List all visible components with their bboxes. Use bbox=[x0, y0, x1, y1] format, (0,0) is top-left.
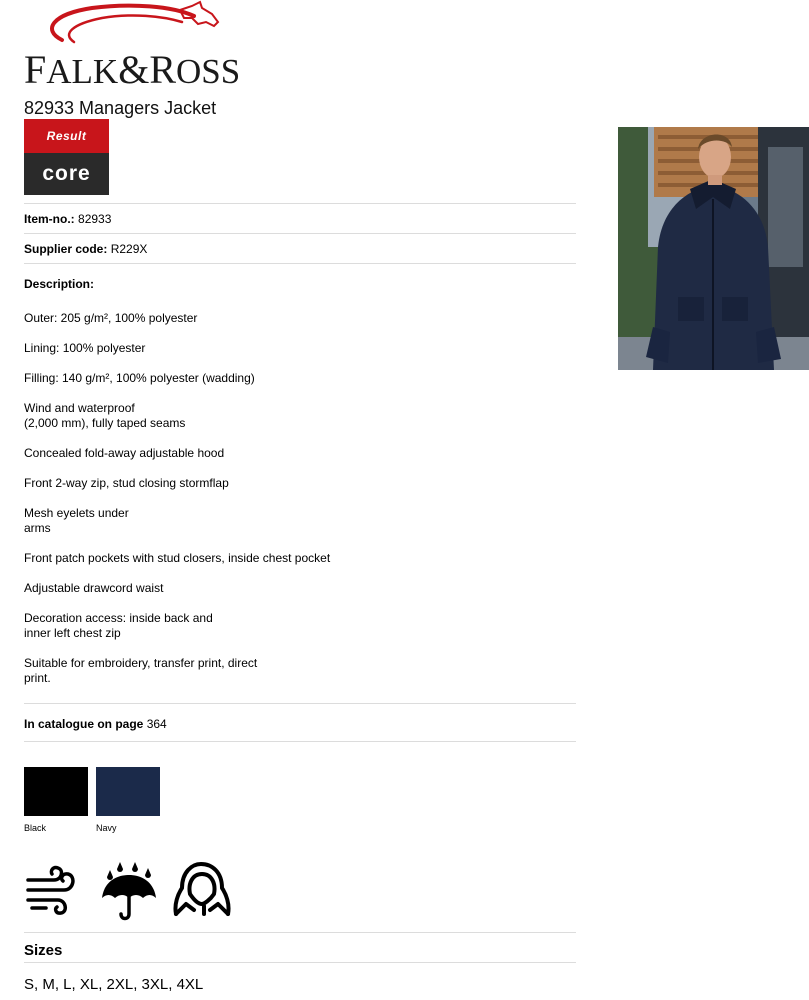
badge-core: core bbox=[24, 153, 109, 195]
sizes-list: S, M, L, XL, 2XL, 3XL, 4XL bbox=[24, 976, 204, 993]
description-line: Adjustable drawcord waist bbox=[24, 581, 164, 595]
color-label-navy: Navy bbox=[96, 823, 117, 833]
divider bbox=[24, 962, 576, 963]
description-heading: Description: bbox=[24, 277, 95, 291]
description-line: Wind and waterproof (2,000 mm), fully taped seams bbox=[24, 401, 186, 430]
wind-icon bbox=[24, 860, 80, 920]
product-title: 82933 Managers Jacket bbox=[24, 98, 217, 118]
result-core-badge bbox=[24, 119, 109, 195]
description-line: Suitable for embroidery, transfer print, direct print. bbox=[24, 656, 258, 685]
product-photo bbox=[618, 127, 809, 370]
description-line: Front patch pockets with stud closers, inside chest pocket bbox=[24, 551, 331, 565]
divider bbox=[24, 203, 576, 204]
description-line: Front 2-way zip, stud closing stormflap bbox=[24, 476, 229, 490]
description-line: Outer: 205 g/m², 100% polyester bbox=[24, 311, 198, 325]
divider bbox=[24, 703, 576, 704]
description-line: Mesh eyelets under arms bbox=[24, 506, 129, 535]
horse-swoosh-icon bbox=[22, 0, 224, 48]
color-swatch-black[interactable] bbox=[24, 767, 88, 816]
badge-result: Result bbox=[24, 119, 109, 153]
description-line: Decoration access: inside back and inner left chest zip bbox=[24, 611, 213, 640]
divider bbox=[24, 741, 576, 742]
brand-name: FALK&ROSS bbox=[24, 47, 241, 92]
divider bbox=[24, 263, 576, 264]
color-label-black: Black bbox=[24, 823, 47, 833]
description-line: Concealed fold-away adjustable hood bbox=[24, 446, 225, 460]
color-swatch-navy[interactable] bbox=[96, 767, 160, 816]
description-line: Lining: 100% polyester bbox=[24, 341, 146, 355]
falk-ross-logo bbox=[22, 0, 241, 92]
description-line: Filling: 140 g/m², 100% polyester (wadding) bbox=[24, 371, 255, 385]
item-number: Item-no.: 82933 bbox=[24, 212, 112, 226]
supplier-code: Supplier code: R229X bbox=[24, 242, 148, 256]
divider bbox=[24, 932, 576, 933]
hood-icon bbox=[170, 860, 232, 918]
catalogue-page: In catalogue on page 364 bbox=[24, 717, 167, 731]
sizes-heading: Sizes bbox=[24, 942, 63, 959]
rain-umbrella-icon bbox=[100, 860, 158, 922]
divider bbox=[24, 233, 576, 234]
